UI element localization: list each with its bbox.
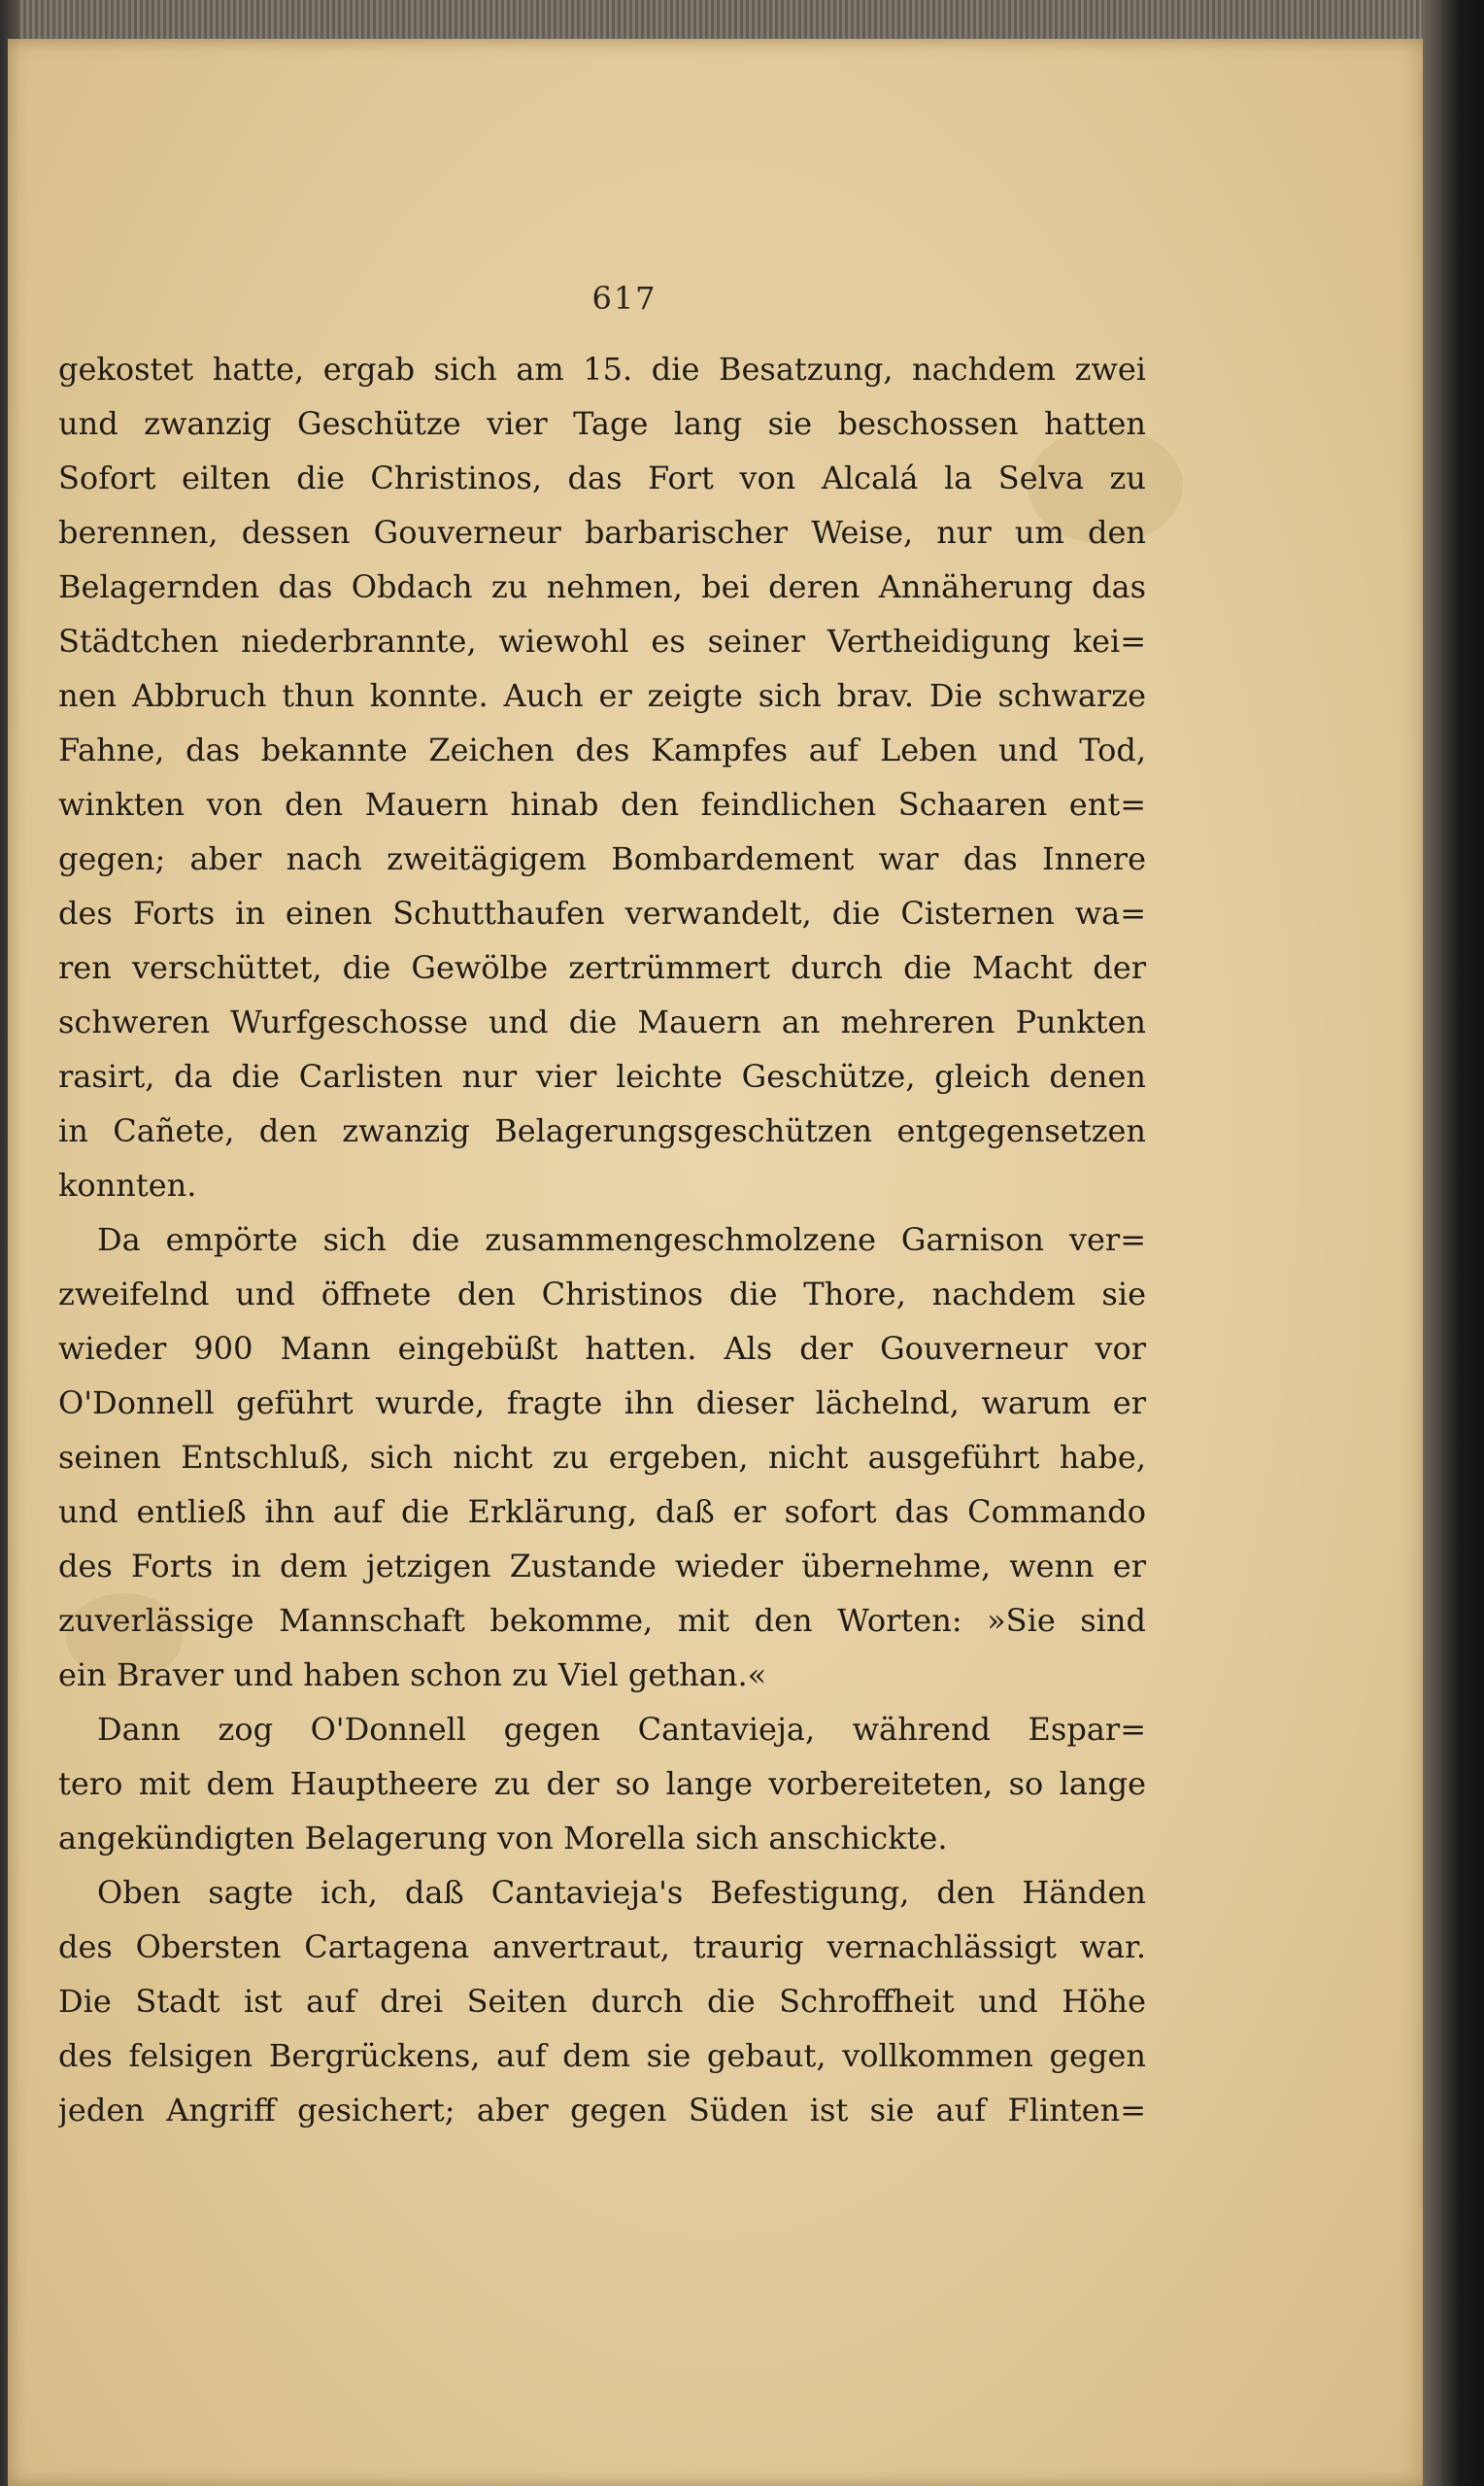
text-line: schweren Wurfgeschosse und die Mauern an mehreren Punkten xyxy=(58,1004,1146,1040)
page-gutter-shadow xyxy=(1423,0,1484,2486)
book-page xyxy=(8,39,1428,2486)
text-line: Belagernden das Obdach zu nehmen, bei deren Annäherung das xyxy=(58,568,1146,605)
text-line: tero mit dem Hauptheere zu der so lange vorbereiteten, so lange xyxy=(58,1765,1146,1802)
body-text xyxy=(58,342,1146,2137)
text-line: seinen Entschluß, sich nicht zu ergeben, nicht ausgeführt habe, xyxy=(58,1439,1146,1476)
text-line: Fahne, das bekannte Zeichen des Kampfes auf Leben und Tod, xyxy=(58,732,1146,768)
text-line: des Forts in dem jetzigen Zustande wieder übernehme, wenn er xyxy=(58,1548,1146,1584)
text-line: Da empörte sich die zusammengeschmolzene Garnison ver= xyxy=(97,1221,1146,1258)
text-line: Städtchen niederbrannte, wiewohl es seiner Vertheidigung kei= xyxy=(58,623,1146,660)
text-line: des Forts in einen Schutthaufen verwandelt, die Cisternen wa= xyxy=(58,895,1146,932)
text-line: jeden Angriff gesichert; aber gegen Süden ist sie auf Flinten= xyxy=(58,2092,1146,2128)
text-line: und zwanzig Geschütze vier Tage lang sie beschossen hatten xyxy=(58,405,1146,442)
text-line: wieder 900 Mann eingebüßt hatten. Als der Gouverneur vor xyxy=(58,1330,1146,1367)
text-line: konnten. xyxy=(58,1167,197,1204)
text-line: gekostet hatte, ergab sich am 15. die Besatzung, nachdem zwei xyxy=(58,351,1146,388)
text-line: O'Donnell geführt wurde, fragte ihn dieser lächelnd, warum er xyxy=(58,1384,1146,1421)
text-line: Die Stadt ist auf drei Seiten durch die Schroffheit und Höhe xyxy=(58,1983,1146,2020)
text-line: des Obersten Cartagena anvertraut, traurig vernachlässigt war. xyxy=(58,1928,1146,1965)
text-line: und entließ ihn auf die Erklärung, daß er sofort das Commando xyxy=(58,1493,1146,1530)
text-line: zuverlässige Mannschaft bekomme, mit den Worten: »Sie sind xyxy=(58,1602,1146,1639)
text-line: berennen, dessen Gouverneur barbarischer Weise, nur um den xyxy=(58,514,1146,551)
text-line: in Cañete, den zwanzig Belagerungsgeschützen entgegensetzen xyxy=(58,1112,1146,1149)
page-number: 617 xyxy=(591,280,658,317)
text-line: angekündigten Belagerung von Morella sich anschickte. xyxy=(58,1820,948,1856)
text-line: rasirt, da die Carlisten nur vier leichte Geschütze, gleich denen xyxy=(58,1058,1146,1095)
text-line: Oben sagte ich, daß Cantavieja's Befestigung, den Händen xyxy=(97,1874,1146,1911)
text-line: winkten von den Mauern hinab den feindlichen Schaaren ent= xyxy=(58,786,1146,823)
text-line: zweifelnd und öffnete den Christinos die Thore, nachdem sie xyxy=(58,1276,1146,1312)
text-line: nen Abbruch thun konnte. Auch er zeigte sich brav. Die schwarze xyxy=(58,677,1146,714)
text-line: ein Braver und haben schon zu Viel gethan.« xyxy=(58,1656,767,1693)
text-line: gegen; aber nach zweitägigem Bombardement war das Innere xyxy=(58,840,1146,877)
text-line: des felsigen Bergrückens, auf dem sie gebaut, vollkommen gegen xyxy=(58,2037,1146,2074)
text-line: Sofort eilten die Christinos, das Fort von Alcalá la Selva zu xyxy=(58,460,1146,496)
text-line: Dann zog O'Donnell gegen Cantavieja, während Espar= xyxy=(97,1711,1146,1748)
text-line: ren verschüttet, die Gewölbe zertrümmert durch die Macht der xyxy=(58,949,1146,986)
